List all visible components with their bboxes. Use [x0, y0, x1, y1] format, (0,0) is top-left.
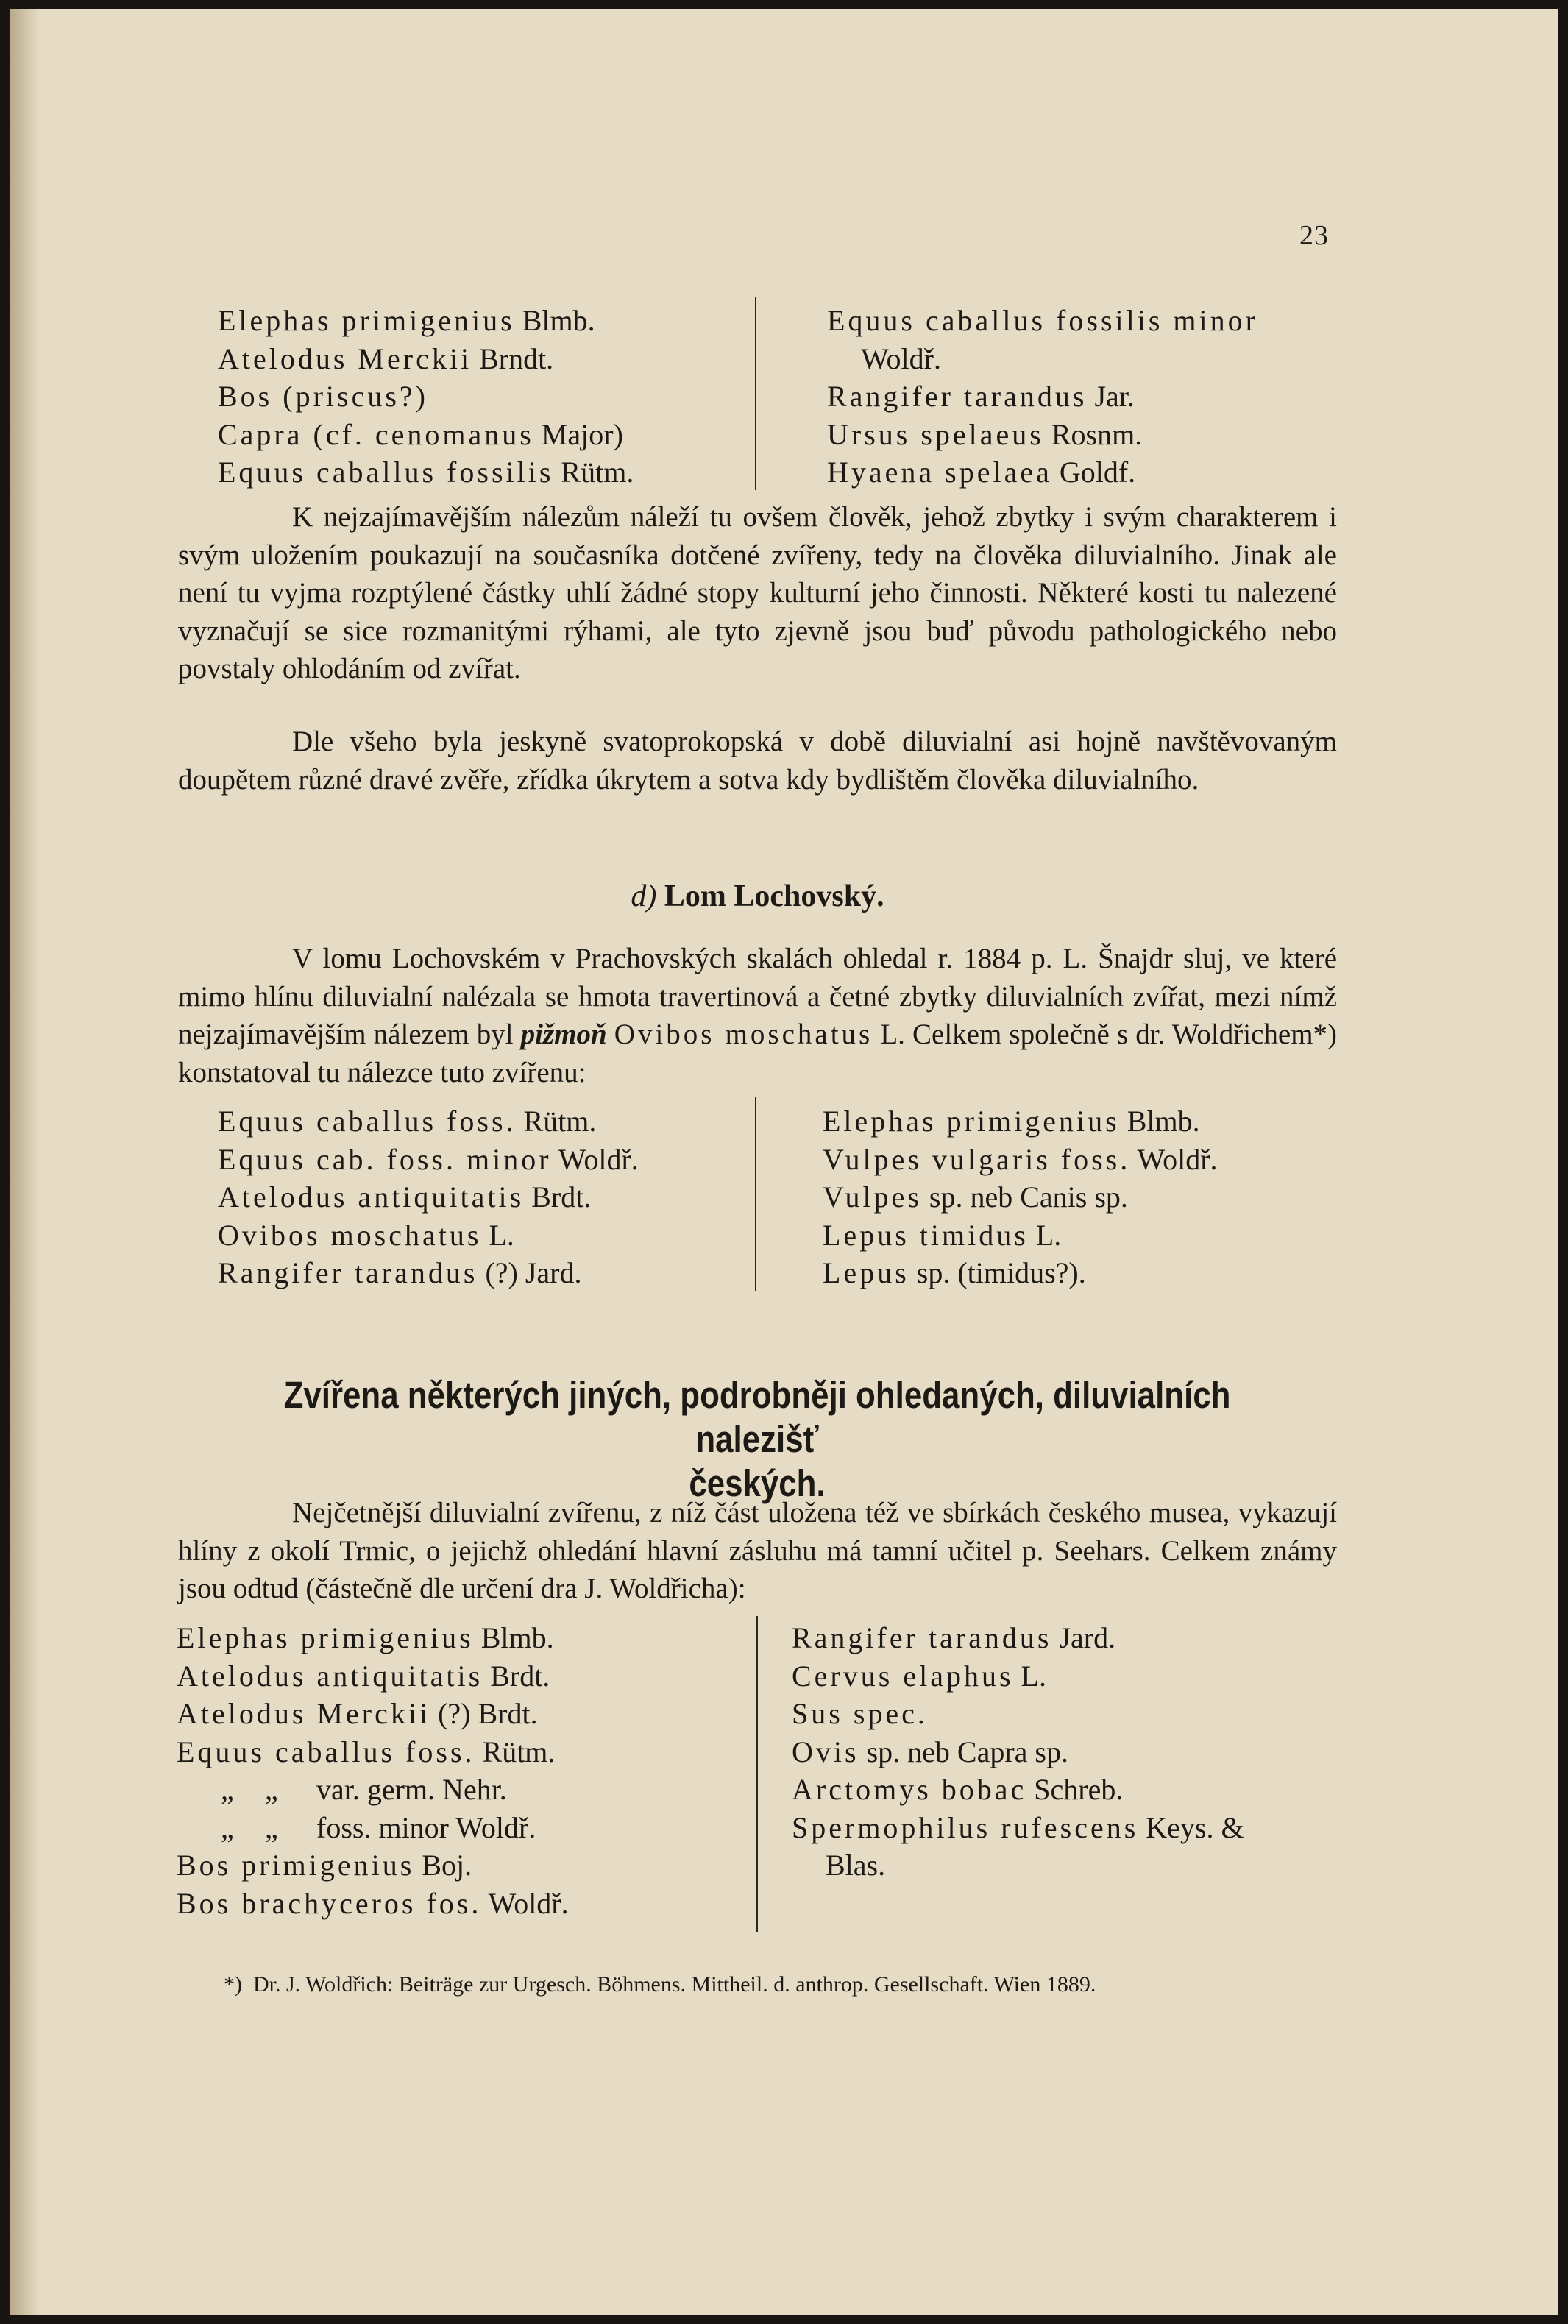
paragraph-1: K nejzajímavějším nálezům náleží tu ovšem člověk, jehož zbytky i svým charakterem i svým uložením poukazují na současníka dotčené zvířeny, tedy na člověka diluvialního. Jinak ale není tu vyjma rozptýlené částky uhlí žádné stopy kulturní jeho činnosti. Některé kosti tu nalezené vyznačují se sice rozmanitými rýhami, ale tyto zjevně jsou buď původu pathologického nebo povstaly ohlodáním od zvířat. [178, 501, 1337, 684]
footnote-text: Dr. J. Woldřich: Beiträge zur Urgesch. Böhmens. Mittheil. d. anthrop. Gesellschaft. Wien 1889. [253, 1972, 1096, 1997]
list-item: Cervus elaphus L. [792, 1659, 1046, 1693]
list-item: „ „ foss. minor Woldř. [221, 1810, 536, 1844]
list-item: Vulpes sp. neb Canis sp. [823, 1180, 1128, 1214]
list-item: Woldř. [861, 341, 941, 375]
list-item: Atelodus Merckii Brndt. [218, 341, 554, 375]
list-item: Equus caballus foss. Rütm. [177, 1735, 556, 1768]
list-item: „ „ var. germ. Nehr. [221, 1773, 507, 1806]
column-divider [755, 1097, 756, 1291]
species-list-3-left [177, 1619, 569, 1922]
list-item: Rangifer tarandus Jar. [827, 380, 1135, 413]
species-list-1-right [827, 302, 1258, 492]
list-item: Atelodus antiquitatis Brdt. [177, 1659, 550, 1693]
footnote [224, 1970, 1357, 1999]
list-item: Equus caballus fossilis Rütm. [218, 456, 634, 489]
list-item: Vulpes vulgaris foss. Woldř. [823, 1142, 1218, 1176]
list-item: Atelodus antiquitatis Brdt. [218, 1180, 592, 1214]
subheading-letter: d) [631, 879, 657, 913]
section-heading [241, 1373, 1273, 1506]
list-item: Hyaena spelaea Goldf. [827, 456, 1136, 489]
list-item: Rangifer tarandus Jard. [792, 1621, 1116, 1654]
list-item: Elephas primigenius Blmb. [823, 1105, 1200, 1138]
book-page [10, 9, 1558, 2315]
list-item: Sus spec. [792, 1697, 928, 1730]
list-item: Equus caballus fossilis minor [827, 304, 1258, 337]
paragraph-3: V lomu Lochovském v Prachovských skalách ohledal r. 1884 p. L. Šnajdr sluj, ve které mimo hlínu diluvialní nalézala se hmota travertinová a četné zbytky diluvialních zvířat, mezi nímž nejzajímavějším nálezem byl pižmoň Ovibos moschatus L. Celkem společně s dr. Woldřichem*) konstatoval tu nálezce tuto zvířenu: [178, 943, 1338, 1088]
list-item: Ursus spelaeus Rosnm. [827, 417, 1143, 451]
list-item: Bos primigenius Boj. [177, 1849, 472, 1882]
page-binding-shadow [10, 9, 40, 2315]
list-item: Lepus sp. (timidus?). [823, 1256, 1086, 1289]
list-item: Atelodus Merckii (?) Brdt. [177, 1697, 538, 1730]
list-item: Ovibos moschatus L. [218, 1218, 514, 1252]
column-divider [755, 297, 756, 490]
list-item: Arctomys bobac Schreb. [792, 1773, 1124, 1806]
page-number: 23 [1299, 220, 1329, 251]
list-item: Capra (cf. cenomanus Major) [218, 417, 623, 451]
column-divider [756, 1616, 758, 1932]
list-item: Spermophilus rufescens Keys. & [792, 1810, 1244, 1844]
list-item: Elephas primigenius Blmb. [218, 304, 595, 337]
heading-line-1: Zvířena některých jiných, podrobněji ohledaných, diluvialních nalezišť [283, 1374, 1231, 1460]
species-list-3-right [792, 1619, 1244, 1885]
list-item: Bos (priscus?) [218, 380, 428, 413]
species-list-2-right [823, 1102, 1218, 1292]
list-item: Rangifer tarandus (?) Jard. [218, 1256, 582, 1289]
list-item: Ovis sp. neb Capra sp. [792, 1735, 1068, 1768]
list-item: Equus cab. foss. minor Woldř. [218, 1142, 639, 1176]
subheading-title: Lom Lochovský. [664, 879, 884, 913]
species-list-2-left [218, 1102, 639, 1292]
list-item: Lepus timidus L. [823, 1218, 1062, 1252]
paragraph-4: Nejčetnější diluvialní zvířenu, z níž část uložena též ve sbírkách českého musea, vykazují hlíny z okolí Trmic, o jejichž ohledání hlavní zásluhu má tamní učitel p. Seehars. Celkem známy jsou odtud (částečně dle určení dra J. Woldřicha): [178, 1497, 1337, 1604]
footnote-mark: *) [224, 1972, 242, 1997]
heading-line-2: českých. [689, 1462, 826, 1504]
species-list-1-left [218, 302, 634, 492]
list-item: Equus caballus foss. Rütm. [218, 1105, 597, 1138]
list-item: Elephas primigenius Blmb. [177, 1621, 554, 1654]
list-item: Blas. [826, 1849, 886, 1882]
list-item: Bos brachyceros fos. Woldř. [177, 1886, 569, 1920]
section-subheading [178, 879, 1337, 914]
paragraph-2: Dle všeho byla jeskyně svatoprokopská v době diluvialní asi hojně navštěvovaným doupětem různé dravé zvěře, zřídka úkrytem a sotva kdy bydlištěm člověka diluvialního. [178, 726, 1337, 796]
